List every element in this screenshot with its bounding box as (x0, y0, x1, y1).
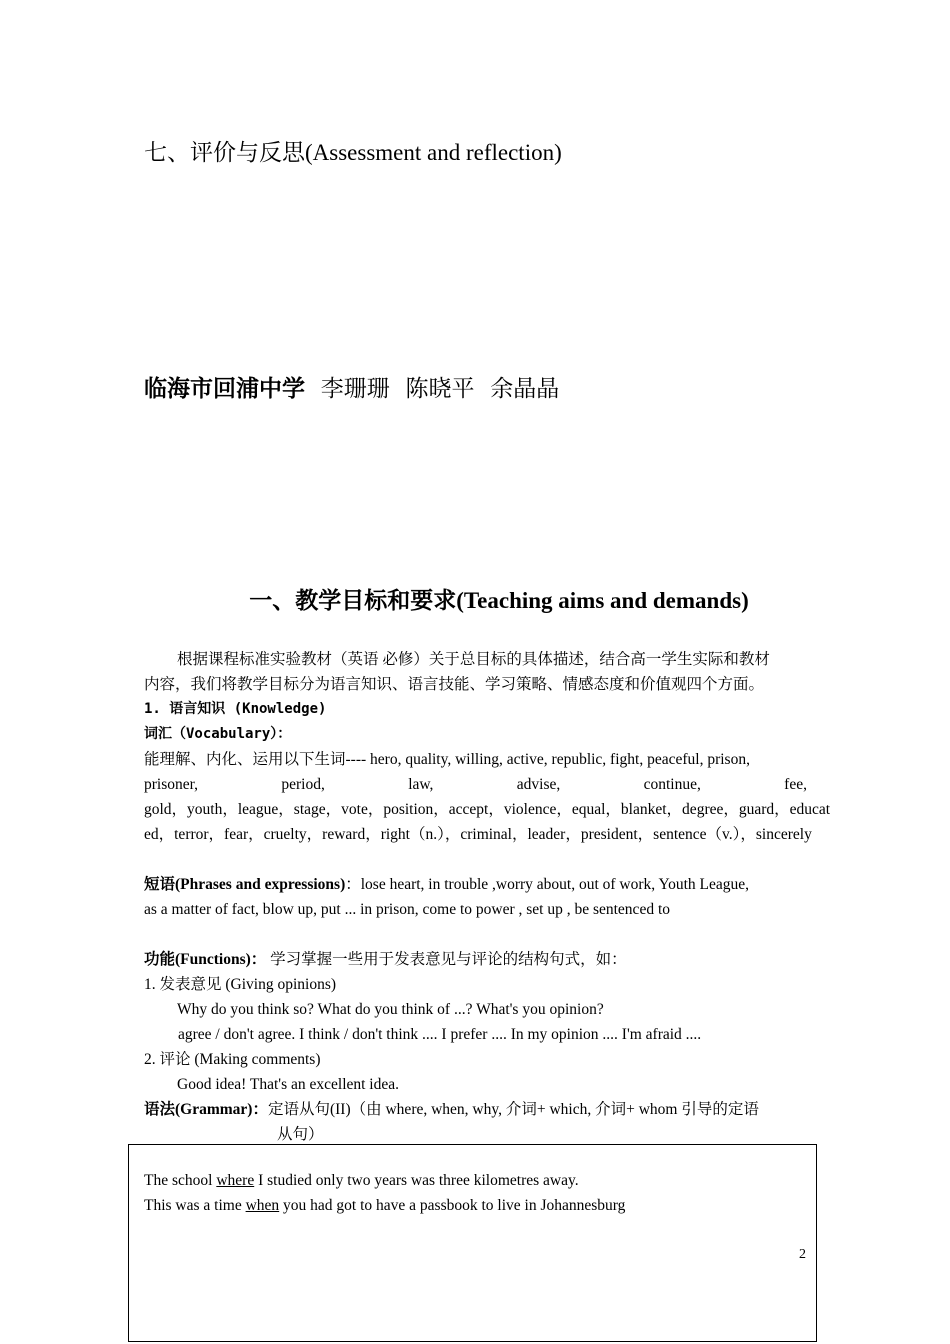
section-7-title: 七、评价与反思(Assessment and reflection) (144, 140, 562, 165)
author-name: 李珊珊 (320, 376, 390, 401)
function-example: agree / don't agree. I think / don't think .... I prefer .... In my opinion .... I'm afraid .... (178, 1026, 702, 1043)
relative-word: where (216, 1172, 255, 1189)
author-name: 余晶晶 (490, 376, 560, 401)
example-sentence (144, 1197, 625, 1215)
vocab-line: ed，terror，fear，cruelty，reward，right（n.），criminal，leader，president，sentence（v.），sincerely (144, 826, 812, 843)
phrases-line: as a matter of fact, blow up, put ... in prison, come to power , set up , be sentenced to (144, 901, 671, 918)
function-heading: 1. 发表意见 (Giving opinions) (144, 976, 337, 993)
vocab-heading: 词汇（Vocabulary）： (144, 726, 292, 742)
authors-line (144, 370, 559, 403)
knowledge-heading: 1. 语言知识 (Knowledge) (144, 701, 327, 717)
author-name: 陈晓平 (405, 376, 475, 401)
vocab-word: fee, (784, 776, 807, 793)
function-heading: 2. 评论 (Making comments) (144, 1051, 321, 1068)
example-text: This was a time (144, 1197, 246, 1214)
example-box (128, 1144, 817, 1342)
phrases-line (144, 872, 807, 897)
example-text: I studied only two years was three kilometres away. (254, 1172, 579, 1189)
page-number: 2 (799, 1247, 806, 1262)
intro-line: 内容，我们将教学目标分为语言知识、语言技能、学习策略、情感态度和价值观四个方面。 (144, 676, 765, 693)
section-1-title: 一、教学目标和要求(Teaching aims and demands) (249, 588, 749, 613)
vocab-line: 能理解、内化、运用以下生词---- hero, quality, willing, active, republic, fight, peaceful, prison, (144, 751, 750, 768)
example-sentence (144, 1172, 579, 1190)
school-name: 临海市回浦中学 (144, 376, 305, 402)
function-example: Why do you think so? What do you think of ...? What's you opinion? (177, 1001, 604, 1018)
functions-text: 学习掌握一些用于发表意见与评论的结构句式，如： (270, 951, 627, 968)
vocab-word: continue, (643, 776, 701, 793)
intro-line: 根据课程标准实验教材（英语 必修）关于总目标的具体描述，结合高一学生实际和教材 (177, 651, 770, 668)
vocab-word: prisoner, (144, 776, 199, 793)
grammar-text-continued: 从句） (277, 1126, 324, 1143)
vocab-word: advise, (516, 776, 561, 793)
intro-paragraph (144, 647, 831, 1147)
grammar-line (144, 1097, 807, 1122)
grammar-text: 定语从句(II)（由 where, when, why, 介词+ which, 介词+ whom 引导的定语 (267, 1101, 759, 1118)
phrases-label: 短语(Phrases and expressions) (144, 876, 346, 893)
function-example: Good idea! That's an excellent idea. (177, 1076, 400, 1093)
grammar-label: 语法(Grammar)： (144, 1101, 268, 1118)
vocab-line: gold，youth，league，stage，vote，position，accept，violence，equal，blanket，degree，guard，educat (144, 801, 831, 818)
relative-word: when (245, 1197, 280, 1214)
functions-label: 功能(Functions)： (144, 951, 267, 968)
vocab-line (144, 772, 807, 797)
phrases-text: ：lose heart, in trouble ,worry about, out of work, Youth League, (345, 876, 750, 893)
example-text: you had got to have a passbook to live in Johannesburg (279, 1197, 626, 1214)
vocab-word: law, (408, 776, 434, 793)
functions-line (144, 947, 807, 972)
example-text: The school (144, 1172, 217, 1189)
vocab-word: period, (281, 776, 325, 793)
